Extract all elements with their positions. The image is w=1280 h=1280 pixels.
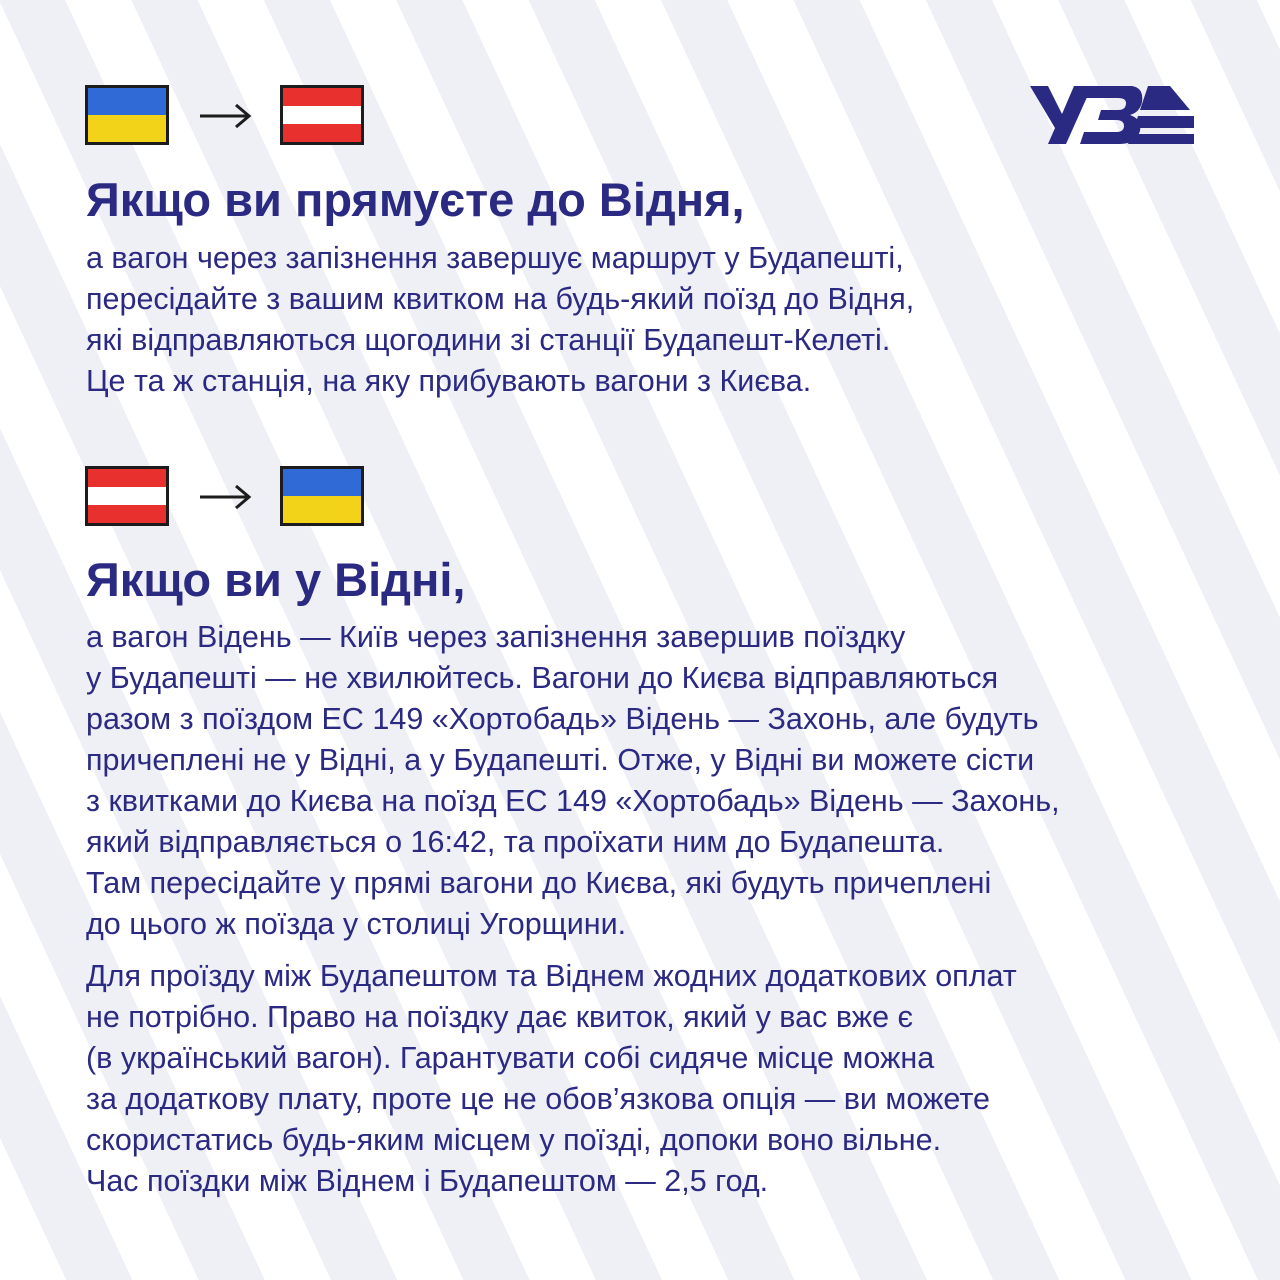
arrow-right-icon [198, 485, 252, 509]
text-line: Для проїзду між Будапештом та Віднем жодних додаткових оплат [86, 959, 1017, 993]
section1-text [86, 238, 914, 402]
text-line: а вагон Відень — Київ через запізнення завершив поїздку [86, 620, 906, 654]
text-line: Час поїздки між Віднем і Будапештом — 2,5 год. [86, 1164, 769, 1198]
text-line: (в український вагон). Гарантувати собі сидяче місце можна [86, 1041, 935, 1075]
text-line: разом з поїздом ЕС 149 «Хортобадь» Відень — Захонь, але будуть [86, 702, 1039, 736]
text-line: які відправляються щогодини зі станції Будапешт-Келеті. [86, 323, 891, 357]
ukraine-flag-icon [85, 85, 169, 145]
arrow-right-icon [198, 104, 252, 128]
section2-extra-text [86, 956, 1017, 1202]
text-line: пересідайте з вашим квитком на будь-який поїзд до Відня, [86, 282, 915, 316]
section2-heading: Якщо ви у Відні, [86, 553, 466, 606]
text-line: до цього ж поїзда у столиці Угорщини. [86, 907, 627, 941]
text-line: Це та ж станція, на яку прибувають вагони з Києва. [86, 364, 812, 398]
text-line: причеплені не у Відні, а у Будапешті. Отже, у Відні ви можете сісти [86, 743, 1035, 777]
austria-flag-icon [280, 85, 364, 145]
text-line: з квитками до Києва на поїзд ЕС 149 «Хортобадь» Відень — Захонь, [86, 784, 1060, 818]
uz-logo-icon [1028, 82, 1196, 148]
section1-heading: Якщо ви прямуєте до Відня, [86, 173, 745, 226]
ukraine-flag-icon [280, 466, 364, 526]
text-line: не потрібно. Право на поїздку дає квиток, який у вас вже є [86, 1000, 914, 1034]
austria-flag-icon [85, 466, 169, 526]
text-line: який відправляється о 16:42, та проїхати ним до Будапешта. [86, 825, 945, 859]
text-line: за додаткову плату, проте це не обов’язкова опція — ви можете [86, 1082, 990, 1116]
text-line: Там пересідайте у прямі вагони до Києва, які будуть причеплені [86, 866, 992, 900]
text-line: скористатись будь-яким місцем у поїзді, допоки воно вільне. [86, 1123, 942, 1157]
text-line: а вагон через запізнення завершує маршрут у Будапешті, [86, 241, 904, 275]
section2-text [86, 617, 1060, 945]
text-line: у Будапешті — не хвилюйтесь. Вагони до Києва відправляються [86, 661, 999, 695]
